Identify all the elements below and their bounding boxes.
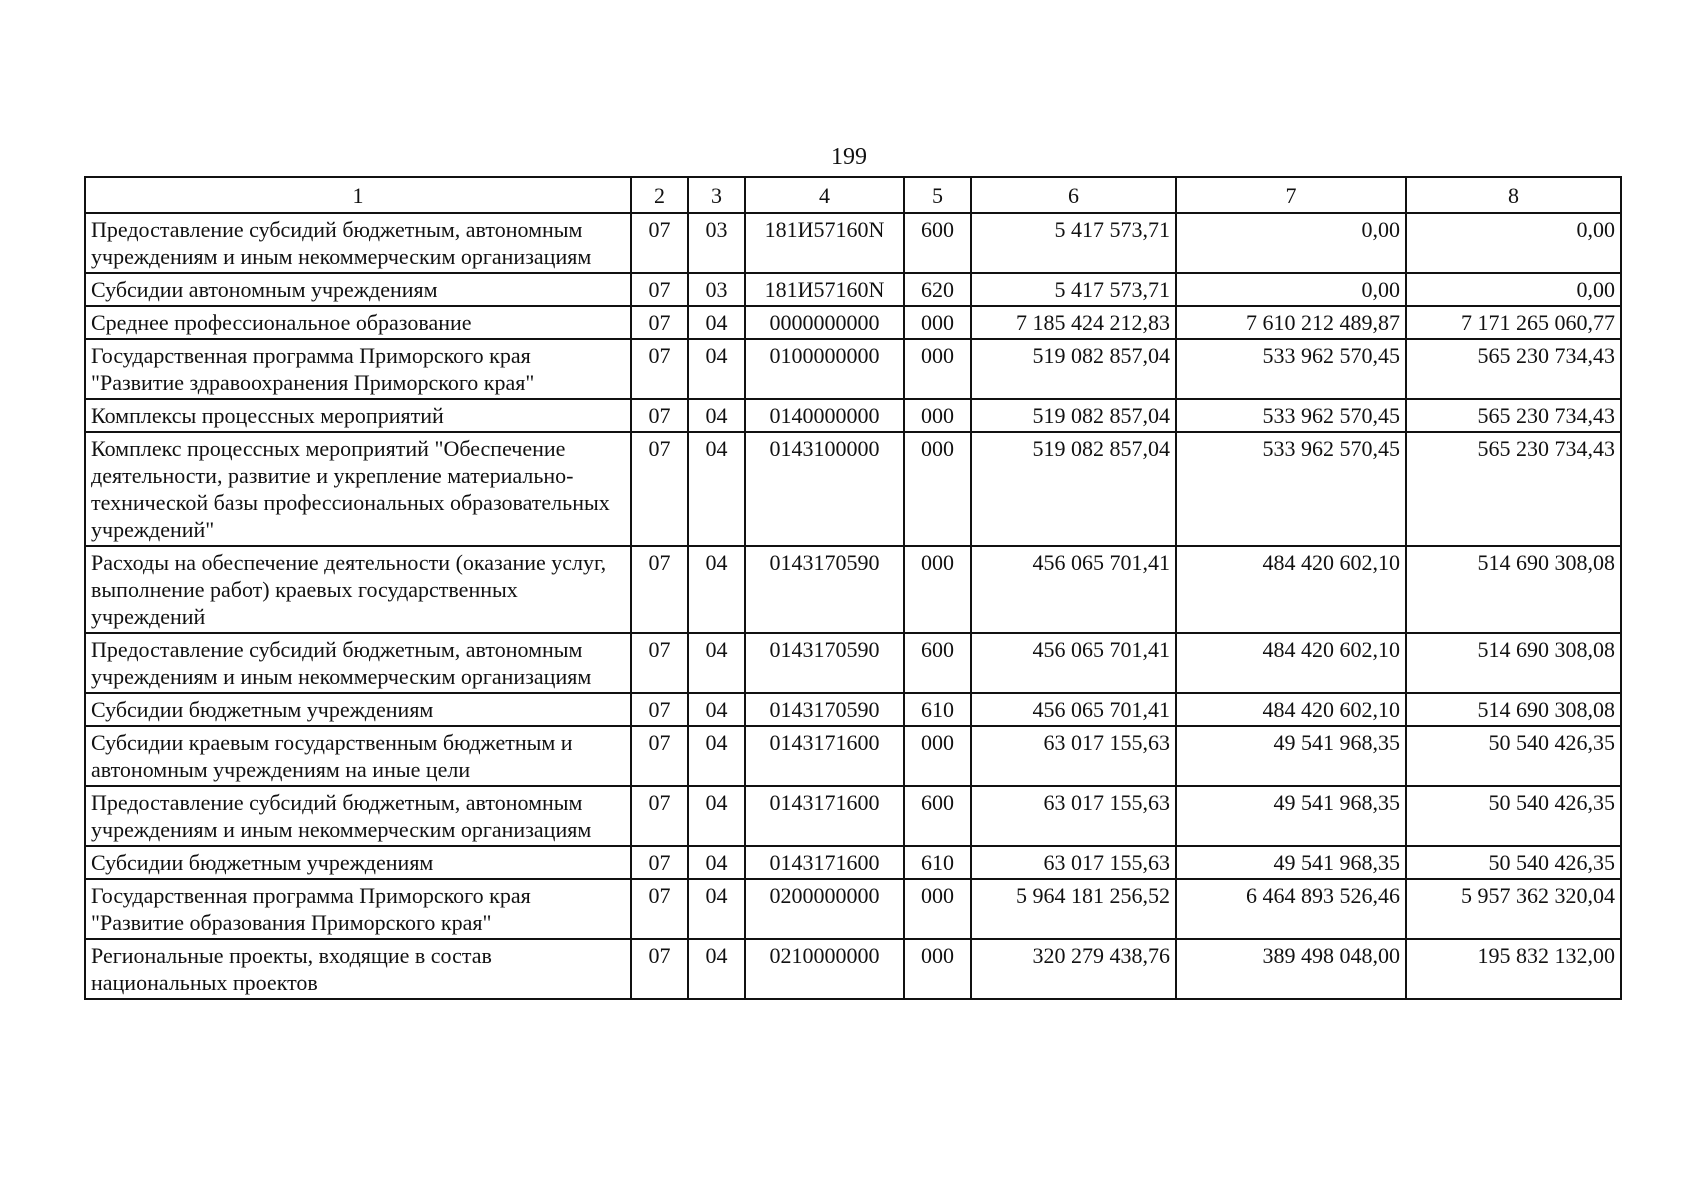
cell-name: Комплексы процессных мероприятий [85,399,631,432]
cell-subsection: 04 [688,693,745,726]
header-row [85,177,1621,213]
cell-target-article: 0140000000 [745,399,904,432]
cell-amount-col8: 0,00 [1406,213,1621,273]
cell-amount-col7: 389 498 048,00 [1176,939,1406,999]
cell-amount-col8: 0,00 [1406,273,1621,306]
table-row [85,399,1621,432]
cell-name: Предоставление субсидий бюджетным, автономным учреждениям и иным некоммерческим организациям [85,213,631,273]
cell-amount-col6: 519 082 857,04 [971,339,1176,399]
cell-subsection: 04 [688,306,745,339]
cell-subsection: 04 [688,339,745,399]
table-row [85,546,1621,633]
cell-amount-col7: 0,00 [1176,213,1406,273]
cell-expense-type: 000 [904,726,971,786]
header-cell: 5 [904,177,971,213]
cell-amount-col6: 519 082 857,04 [971,399,1176,432]
cell-section: 07 [631,213,688,273]
cell-subsection: 03 [688,213,745,273]
cell-section: 07 [631,273,688,306]
cell-amount-col8: 5 957 362 320,04 [1406,879,1621,939]
cell-amount-col7: 7 610 212 489,87 [1176,306,1406,339]
cell-target-article: 0143171600 [745,726,904,786]
cell-amount-col6: 5 417 573,71 [971,213,1176,273]
cell-amount-col6: 7 185 424 212,83 [971,306,1176,339]
cell-name: Расходы на обеспечение деятельности (оказание услуг, выполнение работ) краевых государственных учреждений [85,546,631,633]
cell-amount-col7: 533 962 570,45 [1176,432,1406,546]
cell-expense-type: 000 [904,939,971,999]
header-cell: 3 [688,177,745,213]
cell-section: 07 [631,846,688,879]
cell-amount-col8: 565 230 734,43 [1406,432,1621,546]
cell-amount-col7: 6 464 893 526,46 [1176,879,1406,939]
cell-target-article: 0143171600 [745,846,904,879]
cell-amount-col8: 514 690 308,08 [1406,693,1621,726]
cell-amount-col6: 456 065 701,41 [971,546,1176,633]
header-cell: 4 [745,177,904,213]
cell-name: Предоставление субсидий бюджетным, автономным учреждениям и иным некоммерческим организациям [85,786,631,846]
cell-expense-type: 000 [904,306,971,339]
cell-section: 07 [631,546,688,633]
cell-amount-col8: 514 690 308,08 [1406,546,1621,633]
cell-section: 07 [631,693,688,726]
cell-target-article: 0210000000 [745,939,904,999]
cell-amount-col8: 195 832 132,00 [1406,939,1621,999]
cell-name: Региональные проекты, входящие в состав национальных проектов [85,939,631,999]
cell-amount-col8: 50 540 426,35 [1406,786,1621,846]
table-row [85,693,1621,726]
table-body [85,213,1621,999]
table-row [85,879,1621,939]
cell-expense-type: 600 [904,633,971,693]
cell-amount-col6: 63 017 155,63 [971,846,1176,879]
cell-subsection: 04 [688,786,745,846]
cell-amount-col7: 484 420 602,10 [1176,546,1406,633]
cell-expense-type: 000 [904,432,971,546]
cell-target-article: 0143100000 [745,432,904,546]
cell-name: Субсидии автономным учреждениям [85,273,631,306]
cell-subsection: 04 [688,633,745,693]
table-row [85,432,1621,546]
table-row [85,939,1621,999]
cell-name: Субсидии краевым государственным бюджетным и автономным учреждениям на иные цели [85,726,631,786]
cell-section: 07 [631,339,688,399]
cell-amount-col6: 5 417 573,71 [971,273,1176,306]
cell-amount-col6: 320 279 438,76 [971,939,1176,999]
cell-section: 07 [631,432,688,546]
cell-target-article: 0100000000 [745,339,904,399]
header-cell: 1 [85,177,631,213]
cell-amount-col7: 533 962 570,45 [1176,339,1406,399]
budget-table [84,176,1622,1000]
cell-name: Субсидии бюджетным учреждениям [85,846,631,879]
cell-subsection: 04 [688,939,745,999]
cell-target-article: 0143170590 [745,546,904,633]
cell-section: 07 [631,633,688,693]
header-cell: 2 [631,177,688,213]
cell-section: 07 [631,399,688,432]
cell-section: 07 [631,726,688,786]
cell-name: Государственная программа Приморского края "Развитие здравоохранения Приморского края" [85,339,631,399]
cell-subsection: 04 [688,846,745,879]
cell-amount-col6: 5 964 181 256,52 [971,879,1176,939]
cell-name: Комплекс процессных мероприятий "Обеспечение деятельности, развитие и укрепление материально-технической базы профессиональных образовательных учреждений" [85,432,631,546]
cell-amount-col7: 49 541 968,35 [1176,726,1406,786]
cell-expense-type: 620 [904,273,971,306]
cell-expense-type: 600 [904,786,971,846]
cell-amount-col7: 484 420 602,10 [1176,633,1406,693]
cell-subsection: 04 [688,726,745,786]
cell-subsection: 04 [688,879,745,939]
table-row [85,339,1621,399]
cell-target-article: 181И57160N [745,273,904,306]
cell-amount-col6: 456 065 701,41 [971,693,1176,726]
cell-target-article: 0143171600 [745,786,904,846]
table-row [85,306,1621,339]
cell-target-article: 0000000000 [745,306,904,339]
table-row [85,633,1621,693]
cell-target-article: 0143170590 [745,693,904,726]
cell-subsection: 03 [688,273,745,306]
cell-name: Субсидии бюджетным учреждениям [85,693,631,726]
cell-target-article: 0200000000 [745,879,904,939]
cell-amount-col7: 484 420 602,10 [1176,693,1406,726]
cell-expense-type: 600 [904,213,971,273]
cell-target-article: 181И57160N [745,213,904,273]
page-number: 199 [831,144,867,170]
cell-section: 07 [631,939,688,999]
table-row [85,846,1621,879]
cell-amount-col6: 519 082 857,04 [971,432,1176,546]
header-cell: 7 [1176,177,1406,213]
cell-amount-col8: 565 230 734,43 [1406,399,1621,432]
cell-expense-type: 000 [904,399,971,432]
cell-amount-col6: 63 017 155,63 [971,786,1176,846]
cell-subsection: 04 [688,399,745,432]
cell-name: Государственная программа Приморского края "Развитие образования Приморского края" [85,879,631,939]
cell-section: 07 [631,786,688,846]
cell-target-article: 0143170590 [745,633,904,693]
table-row [85,726,1621,786]
cell-amount-col7: 49 541 968,35 [1176,846,1406,879]
cell-expense-type: 000 [904,339,971,399]
cell-amount-col7: 533 962 570,45 [1176,399,1406,432]
cell-section: 07 [631,879,688,939]
cell-name: Предоставление субсидий бюджетным, автономным учреждениям и иным некоммерческим организациям [85,633,631,693]
cell-amount-col8: 7 171 265 060,77 [1406,306,1621,339]
cell-subsection: 04 [688,546,745,633]
cell-amount-col8: 50 540 426,35 [1406,726,1621,786]
cell-amount-col7: 0,00 [1176,273,1406,306]
cell-expense-type: 610 [904,846,971,879]
header-cell: 8 [1406,177,1621,213]
cell-amount-col7: 49 541 968,35 [1176,786,1406,846]
cell-amount-col8: 50 540 426,35 [1406,846,1621,879]
table-row [85,273,1621,306]
cell-amount-col6: 63 017 155,63 [971,726,1176,786]
cell-amount-col8: 565 230 734,43 [1406,339,1621,399]
cell-expense-type: 000 [904,546,971,633]
cell-amount-col8: 514 690 308,08 [1406,633,1621,693]
cell-expense-type: 610 [904,693,971,726]
cell-section: 07 [631,306,688,339]
header-cell: 6 [971,177,1176,213]
cell-expense-type: 000 [904,879,971,939]
table-row [85,213,1621,273]
table-row [85,786,1621,846]
cell-amount-col6: 456 065 701,41 [971,633,1176,693]
cell-subsection: 04 [688,432,745,546]
cell-name: Среднее профессиональное образование [85,306,631,339]
